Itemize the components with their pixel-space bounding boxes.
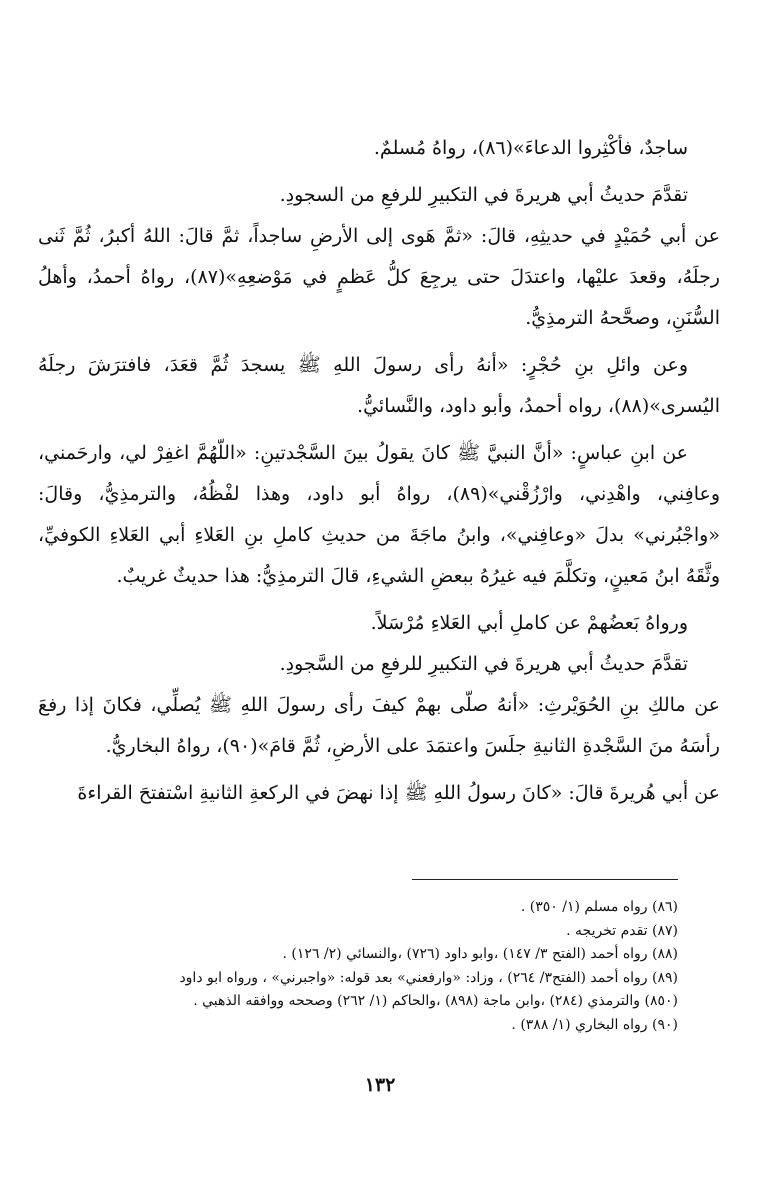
paragraph-abu-hurayra-sujood: تقدَّمَ حديثُ أبي هريرةَ في التكبيرِ للرفعِ من السَّجودِ.: [279, 653, 688, 675]
footnote-89: (٨٩) رواه أحمد (الفتح٣/ ٢٦٤) ، وزاد: «وارفعني» بعد قوله: «واجبرني» ، ورواه ابو داود: [179, 969, 678, 986]
footnotes: [46, 896, 678, 1037]
page-number: ١٣٢: [364, 1074, 396, 1096]
footnote-divider: [412, 879, 678, 880]
footnote-90: (٩٠) رواه البخاري (١/ ٣٨٨) .: [511, 1016, 678, 1033]
paragraph-wail-ibn-hujr: وعن وائلِ بنِ حُجْرٍ: «أنهُ رأى رسولَ اللهِ ﷺ يسجدَ ثُمَّ قعَدَ، فافترَشَ رجلَهُ اليُسرى»(٨٨)، رواه أحمدُ، وأبو داود، والنَّسائيُّ.: [38, 354, 720, 417]
paragraph-abu-hurayra-second-rakah: عن أبي هُريرةَ قالَ: «كانَ رسولُ اللهِ ﷺ إذا نهضَ في الركعةِ الثانيةِ اسْتفتحَ القراءةَ: [77, 782, 720, 804]
main-text: [38, 128, 720, 814]
footnote-86: (٨٦) رواه مسلم (١/ ٣٥٠) .: [520, 899, 678, 915]
paragraph-malik-ibn-huwayrith: عن مالكِ بنِ الحُوَيْرثِ: «أنهُ صلّى بهمْ كيفَ رأى رسولَ اللهِ ﷺ يُصلِّي، فكانَ إذا رفعَ رأسَهُ منَ السَّجْدةِ الثانيةِ جلَسَ واعتمَدَ على الأرضِ، ثُمَّ قامَ»(٩٠)، رواهُ البخاريُّ.: [38, 694, 720, 757]
paragraph-mursal: ورواهُ بَعضُهمْ عن كاملِ أبي العَلاءِ مُرْسَلاً.: [370, 612, 688, 634]
paragraph-muslim: ساجدٌ، فأكْثِروا الدعاءَ»(٨٦)، رواهُ مُسلمٌ.: [373, 137, 688, 159]
paragraph-abu-hurayra-takbir: تقدَّمَ حديثُ أبي هريرةَ في التكبيرِ للرفعِ من السجودِ.: [279, 184, 688, 206]
paragraph-ibn-abbas: عن ابنِ عباسٍ: «أنَّ النبيَّ ﷺ كانَ يقولُ بينَ السَّجْدتينِ: «اللّهُمَّ اغفِرْ لي، وارحَمني، وعافِني، واهْدِني، وارْزُقْني»(٨٩)، رواهُ أبو داود، وهذا لفْظُهُ، والترمذِيُّ، وقالَ: «واجْبُرني» بدلَ «وعافِني»، وابنُ ماجَةَ من حديثِ كاملِ بنِ العَلاءِ أبي العَلاءِ الكوفيِّ، وثَّقَهُ ابنُ مَعينٍ، وتكلَّمَ فيه غيرُهُ ببعضِ الشيءِ، قالَ الترمذِيُّ: هذا حديثٌ غريبٌ.: [38, 442, 720, 587]
footnote-87: (٨٧) تقدم تخريجه .: [566, 922, 678, 939]
footnote-88: (٨٨) رواه أحمد (الفتح ٣/ ١٤٧) ،وابو داود (٧٢٦) ،والنسائي (٢/ ١٢٦) .: [282, 946, 678, 962]
footnote-89-continued: (٨٥٠) والترمذي (٢٨٤) ،وابن ماجة (٨٩٨) ،والحاكم (١/ ٢٦٢) وصححه ووافقه الذهبي .: [193, 993, 678, 1009]
paragraph-abu-humayd: عن أبي حُمَيْدٍ في حديثِهِ، قالَ: «ثمَّ هَوى إلى الأرضِ ساجداً، ثمَّ قالَ: اللهُ أكبرُ، ثُمَّ ثَنى رجلَهُ، وقعدَ عليْها، واعتدَلَ حتى يرجِعَ كلُّ عَظمٍ في مَوْضعِهِ»(٨٧)، رواهُ أحمدُ، وأهلُ السُّنَنِ، وصحَّحهُ الترمذِيُّ.: [38, 225, 720, 329]
